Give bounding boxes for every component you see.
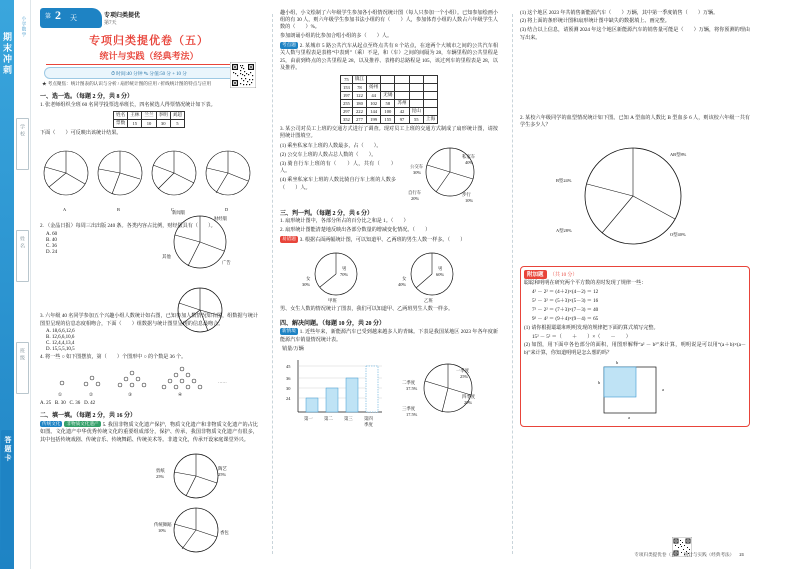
svg-text:25%: 25% bbox=[218, 472, 227, 477]
section-2-heading: 二、填一填。（每题 2 分，共 16 分） bbox=[40, 413, 137, 420]
badge-error-prone: 易错题 bbox=[282, 236, 296, 241]
svg-text:a: a bbox=[628, 415, 630, 421]
q4-dot-figure bbox=[40, 363, 258, 399]
cell: 199 bbox=[367, 115, 381, 123]
day-number: 2 bbox=[55, 8, 61, 22]
svg-text:广告: 广告 bbox=[222, 260, 231, 265]
svg-text:O型40%: O型40% bbox=[670, 231, 686, 237]
cell: 姓名 bbox=[113, 111, 127, 119]
cell: 122 bbox=[352, 91, 366, 99]
cell: 58 bbox=[381, 99, 395, 107]
svg-text:B型24%: B型24% bbox=[556, 177, 572, 183]
q2-option-a[interactable]: A. 60 bbox=[46, 232, 58, 238]
svg-text:40%: 40% bbox=[398, 282, 407, 288]
col2-q3-block bbox=[280, 142, 498, 204]
col2-top-text: 趣小组，小文绘制了六年级学生参加各小组情况统计图（每人只参加一个小组）。已知参加绘画小组的有 30 人，则六年级学生参加书法小组的有（ ）人，参加体育小组的人数占六年级学生人数的（ ）%。 bbox=[280, 9, 498, 31]
column-3 bbox=[520, 8, 750, 561]
spine-field-class: 班级 bbox=[19, 348, 24, 362]
svg-text:传统舞蹈: 传统舞蹈 bbox=[154, 522, 172, 527]
spine-answer-sheet-label: 答题卡 bbox=[4, 436, 12, 463]
cell: 李明 bbox=[156, 111, 170, 119]
cell: 255 bbox=[340, 99, 352, 107]
table-row bbox=[113, 119, 184, 127]
section-3-heading: 三、判一判。（每题 2 分，共 6 分） bbox=[280, 210, 374, 217]
svg-text:①: ① bbox=[58, 392, 62, 398]
table-row bbox=[113, 111, 184, 119]
qr-code-top[interactable] bbox=[230, 62, 256, 88]
cell: 197 bbox=[340, 91, 352, 99]
page-title: 专项归类提优卷（五） bbox=[89, 35, 209, 47]
svg-text:新闻版: 新闻版 bbox=[172, 210, 186, 215]
q1-b-text: 下面（ ）可反映出该统计结果。 bbox=[40, 129, 122, 136]
q4-1-charts bbox=[280, 354, 498, 430]
svg-text:AB型8%: AB型8% bbox=[670, 151, 687, 157]
table-row bbox=[340, 99, 437, 107]
spine-answer-sheet-tab bbox=[1, 430, 13, 550]
answer-space-1 bbox=[520, 44, 750, 114]
svg-text:第三: 第三 bbox=[344, 416, 353, 422]
svg-text:四季度: 四季度 bbox=[462, 394, 476, 400]
svg-text:D: D bbox=[225, 207, 229, 213]
column-divider-2 bbox=[512, 14, 513, 554]
table-row bbox=[340, 107, 437, 115]
quarterly-bar-chart bbox=[280, 354, 388, 428]
col2-q3-items bbox=[280, 142, 396, 194]
q4-options[interactable] bbox=[40, 401, 258, 406]
quarterly-pie-chart bbox=[398, 354, 498, 428]
column-divider-1 bbox=[272, 14, 273, 554]
q3-transport-pie bbox=[402, 138, 498, 206]
svg-text:②: ② bbox=[89, 392, 93, 398]
svg-text:a: a bbox=[662, 387, 664, 393]
svg-text:财经版: 财经版 bbox=[214, 216, 228, 221]
page-footer bbox=[634, 552, 744, 558]
cell: 镇江 bbox=[352, 75, 366, 83]
svg-text:30%: 30% bbox=[413, 169, 422, 175]
cell: 352 bbox=[340, 115, 352, 123]
cell: 277 bbox=[352, 115, 366, 123]
cell: 30 bbox=[156, 119, 170, 127]
q3-option-c[interactable]: C. 12,4,4,13,4 bbox=[46, 341, 75, 347]
bonus-question-box bbox=[520, 266, 750, 427]
svg-text:b: b bbox=[598, 380, 601, 386]
day-badge bbox=[40, 8, 102, 28]
cell: 144 bbox=[367, 107, 381, 115]
q1-table bbox=[113, 111, 185, 128]
cell: 上海 bbox=[423, 115, 437, 123]
svg-text:17.5%: 17.5% bbox=[406, 412, 418, 418]
bonus-line-4: 9² － 4² ＝ (9＋4)×(9－4) ＝ 65 bbox=[532, 315, 599, 322]
cell: 297 bbox=[340, 107, 352, 115]
col3-item-1: (1) 这个地区 2023 年共销售新能源汽车（ ）万辆，其中第一季度销售（ ）万辆。 bbox=[520, 9, 719, 16]
cell: 102 bbox=[367, 99, 381, 107]
svg-text:男: 男 bbox=[342, 266, 347, 272]
spine-subtitle: 小学数学 bbox=[22, 16, 27, 38]
footer-left: 专项归类提优卷（五） bbox=[634, 552, 681, 557]
cell: 刘超 bbox=[170, 111, 184, 119]
badge-intangible-heritage: 非物质文化遗产 bbox=[66, 420, 99, 426]
svg-text:20%: 20% bbox=[464, 400, 473, 406]
svg-text:剪纸: 剪纸 bbox=[156, 468, 165, 473]
day-pre: 第 bbox=[45, 14, 52, 20]
day-post: 天 bbox=[70, 14, 77, 22]
col2-q3-text: 3. 某公司对员工上班的交通方式进行了调查。现对员工上班的交通方式制成了扇形统计图，请按照统计图填空。 bbox=[280, 125, 498, 139]
cell: 票数 bbox=[113, 119, 127, 127]
page-number: 21 bbox=[739, 552, 744, 557]
q2-text: 2. （金晶日报）每周三出出版 240 条。各类内容占比例，财经版具有（ ）。 bbox=[40, 223, 216, 230]
svg-text:30%: 30% bbox=[302, 282, 311, 288]
cell: 97 bbox=[395, 115, 409, 123]
q3-option-d[interactable]: D. 15,5,5,10,5 bbox=[46, 347, 75, 353]
cell: 15 bbox=[128, 119, 142, 127]
judge-1: 1. 扇形统计图中，各部分所占的百分比之和是 1。（ ） bbox=[280, 218, 409, 225]
svg-text:第一: 第一 bbox=[304, 416, 313, 422]
q5-text bbox=[40, 421, 258, 444]
q3-option-b[interactable]: B. 12,6,6,10,6 bbox=[46, 335, 75, 341]
judge-3-note: 男、女生人数的情况统计了图表，我们可以知道甲、乙两班男生人数一样多。 bbox=[280, 306, 454, 313]
cell: 王林 bbox=[128, 111, 142, 119]
header-banner bbox=[40, 8, 258, 30]
footer-mid: 统计与实践（经典考法） bbox=[683, 552, 735, 557]
svg-text:第四: 第四 bbox=[364, 416, 373, 422]
svg-text:自行车: 自行车 bbox=[408, 189, 422, 195]
svg-text:10%: 10% bbox=[158, 528, 167, 533]
page-spine bbox=[0, 0, 31, 569]
svg-text:A: A bbox=[63, 207, 67, 213]
bonus-q2: (2) 如图，用下面中各色部分的面积，用图形解释“a² － b²”来计算，明明说是可以用“(a＋b)×(a－b)”来计算，你知道明明是怎么想的吗？ bbox=[524, 342, 746, 356]
col3-item-3: (3) 结合以上信息，请预测 2024 年这个地区新能源汽车的销售量可能是（ ）万辆，将你预测的理由写出来。 bbox=[520, 27, 750, 41]
q1-text: 1. 张老师组织全班 60 名同学投票选举班长，四名候选人得票情况统计如下表。 bbox=[40, 101, 216, 108]
bonus-q1: (1) 请你根据聪聪和明明发现的规律把下面的算式填写完整。 bbox=[524, 324, 659, 331]
title-rule bbox=[46, 64, 252, 65]
bonus-line-3: 7² － 2² ＝ (7＋3)×(7－3) ＝ 40 bbox=[532, 306, 599, 313]
svg-text:乙班: 乙班 bbox=[424, 298, 433, 304]
svg-text:步行: 步行 bbox=[462, 191, 471, 197]
cell: 苏州 bbox=[395, 99, 409, 107]
svg-text:甲班: 甲班 bbox=[328, 298, 337, 304]
q3-text: 3. 六年级 40 名同学参加五个兴趣小组人数统计如右图，已知参加人数情况如右图，组数据与统计图里呈现的信息态度相吻合，下面（ ）组数据与统计图里呈现的信息最吻合。 bbox=[40, 313, 258, 327]
distance-table bbox=[340, 75, 438, 124]
q3-item-2: (2) 公交车上班的人数占总人数的（ ）。 bbox=[280, 152, 377, 159]
svg-text:25%: 25% bbox=[460, 374, 469, 380]
bonus-square-figure bbox=[594, 359, 746, 421]
q3-option-a[interactable]: A. 18,6,6,12,6 bbox=[46, 329, 75, 335]
column-2 bbox=[280, 8, 498, 561]
judge-3-pies bbox=[280, 246, 498, 304]
judge-2: 2. 扇形统计图能清楚地反映出各部分数量的增减变化情况。（ ） bbox=[280, 227, 431, 234]
header-tag: 专项归类提优 bbox=[104, 13, 141, 19]
svg-text:其他: 其他 bbox=[162, 254, 171, 259]
q2-option-d[interactable]: D. 24 bbox=[46, 250, 58, 256]
svg-text:男: 男 bbox=[438, 266, 443, 272]
col2-q2-text bbox=[280, 42, 498, 73]
cell: 42 bbox=[395, 107, 409, 115]
bonus-line-1: 4² － 2² ＝ (4＋2)×(4－2) ＝ 12 bbox=[532, 289, 599, 296]
meta-bar: ⏱ 时间:40 分钟 ✎ 分值:50 分 + 10 分 bbox=[44, 67, 254, 79]
svg-text:10%: 10% bbox=[465, 197, 474, 203]
cell: 扬州 bbox=[367, 83, 381, 91]
svg-text:……: …… bbox=[218, 379, 227, 385]
cell: 75 bbox=[340, 75, 352, 83]
svg-text:三季度: 三季度 bbox=[402, 406, 416, 412]
badge-hot-topic: 考点题 bbox=[282, 42, 296, 47]
col2-top-text-2: 参加朗诵小组的比参加合唱小组的多（ ）人。 bbox=[280, 33, 393, 40]
svg-text:③: ③ bbox=[128, 392, 132, 398]
page-subtitle: 统计与实践（经典考法） bbox=[99, 51, 199, 61]
page-content bbox=[32, 0, 800, 569]
svg-text:香包: 香包 bbox=[220, 530, 229, 535]
bonus-line-2: 5² － 3² ＝ (5＋3)×(5－3) ＝ 16 bbox=[532, 298, 599, 304]
q4-option-c[interactable]: C. 36 bbox=[69, 401, 81, 407]
svg-text:B: B bbox=[117, 207, 120, 213]
bonus-q1-line: 15² － 5² ＝（ ＋ ）×（ － ） bbox=[532, 333, 631, 340]
svg-text:女: 女 bbox=[306, 276, 311, 282]
cell: 155 bbox=[381, 115, 395, 123]
badge-traditional-culture: 传统文化 bbox=[42, 420, 61, 426]
col3-q2-text: 2. 某校六年级同学的血型情况统计如下图。已知 A 型血的人数比 B 型血多 6 人，则该校六年级一共有学生多少人？ bbox=[520, 115, 750, 129]
q4-1-body: 1. 近些年来，新能源汽车已受到越来越多人的青睐。下表是我国某地区 2023 年各年度新能源汽车销量情况统计表。 bbox=[280, 329, 498, 343]
q3-pie-chart bbox=[150, 282, 250, 338]
svg-text:45: 45 bbox=[286, 364, 291, 370]
svg-text:公交车: 公交车 bbox=[410, 163, 424, 169]
judge-3 bbox=[280, 236, 498, 244]
cell: 10 bbox=[142, 119, 156, 127]
blood-type-pie-chart bbox=[520, 132, 750, 262]
cell: 78 bbox=[352, 83, 366, 91]
bonus-title: 附加题 bbox=[524, 270, 547, 279]
table-row bbox=[340, 91, 437, 99]
bar-chart-title: 销量/万辆 bbox=[282, 345, 304, 352]
svg-text:37.5%: 37.5% bbox=[406, 386, 418, 392]
q5-pie-charts bbox=[140, 450, 252, 560]
q4-1-text bbox=[280, 328, 498, 344]
q3-item-1: (1) 乘坐私家车上班的人数最多，占（ ）。 bbox=[280, 143, 382, 150]
svg-text:20%: 20% bbox=[411, 195, 420, 201]
judge-3-body: 3. 根据右面两幅统计图，可以知道甲、乙两班的男生人数一样多。（ ） bbox=[299, 237, 466, 243]
col2-q2-body: 2. 某城市 5 路公共汽车从起点至终点共有 8 个站点，在途两个大城市之间的公共汽车相关人数与里程表是表格“中表到”（乘）不是，和（车）之间的间隔为 28，车辆里程的公共里程是 25，由前到终点的公共里程是 28，以及推荐、表格的总路程是 105，该过列车的里程表是 28，以及推荐。 bbox=[280, 43, 498, 72]
svg-text:40%: 40% bbox=[465, 159, 474, 165]
q4-text: 4. 将一些 ○ 如下图摆放，第（ ）个图形中 ○ 的个数是 36 个。 bbox=[40, 353, 187, 360]
col3-item-2: (2) 将上面的条形统计图和扇形统计图中缺失的数据填上、画完整。 bbox=[520, 18, 670, 25]
spine-field-name: 姓名 bbox=[19, 236, 24, 250]
q2-pie-chart bbox=[148, 206, 252, 276]
q3-item-4: (4) 乘坐私家车上班的人数比骑自行车上班的人数多（ ）人。 bbox=[280, 177, 396, 191]
svg-text:二季度: 二季度 bbox=[402, 380, 416, 386]
svg-text:36: 36 bbox=[286, 376, 291, 382]
section-4-heading: 四、解决问题。（每题 10 分，共 20 分） bbox=[280, 320, 386, 327]
svg-text:私家车: 私家车 bbox=[462, 153, 476, 159]
table-row bbox=[340, 75, 437, 83]
q4-option-d[interactable]: D. 42 bbox=[84, 401, 96, 407]
column-1 bbox=[40, 8, 258, 561]
q5-body: 5. 我国非物质文化遗产保护，物质文化遗产和非物质文化遗产的占比如图。文化遗产中华优秀传统文化的重要组成部分，保护、传承，我国非物质文化遗产有很多，其中包括传统戏剧、传统音乐、传统舞蹈、传统美术等。非遗文化，传承开设家庭课堂外兴。 bbox=[40, 421, 258, 443]
q4-option-b[interactable]: B. 30 bbox=[54, 401, 66, 407]
q3-item-3: (3) 骑自行车上班的有（ ）人，共有（ ）人。 bbox=[280, 161, 396, 175]
header-day-sub: 第7天 bbox=[104, 21, 117, 26]
svg-text:25%: 25% bbox=[156, 474, 165, 479]
svg-text:④: ④ bbox=[178, 392, 182, 398]
cell: 55 bbox=[409, 115, 423, 123]
svg-text:30: 30 bbox=[286, 386, 291, 392]
exam-note: ★ 考点聚焦：统计图表的认识与分析 / 扇形统计图的应用 / 折线统计图的特点与应用 bbox=[42, 81, 212, 86]
svg-text:一季度: 一季度 bbox=[456, 368, 470, 374]
cell: 兰兰 bbox=[142, 111, 156, 119]
cell: 100 bbox=[381, 107, 395, 115]
spine-title: 期末冲刺 bbox=[2, 32, 12, 76]
svg-text:陶艺: 陶艺 bbox=[218, 466, 227, 471]
table-row bbox=[340, 83, 437, 91]
q4-option-a[interactable]: A. 25 bbox=[40, 401, 52, 407]
cell: 昆山 bbox=[409, 107, 423, 115]
cell: 180 bbox=[352, 99, 366, 107]
svg-text:24: 24 bbox=[286, 396, 291, 402]
cell: 222 bbox=[352, 107, 366, 115]
svg-text:60%: 60% bbox=[436, 272, 445, 278]
svg-text:b: b bbox=[616, 360, 619, 366]
cell: 153 bbox=[340, 83, 352, 91]
svg-text:A型28%: A型28% bbox=[556, 227, 572, 233]
svg-text:第二: 第二 bbox=[324, 416, 333, 422]
q2-option-c[interactable]: C. 36 bbox=[46, 244, 57, 250]
svg-text:70%: 70% bbox=[340, 272, 349, 278]
q2-option-b[interactable]: B. 40 bbox=[46, 238, 57, 244]
table-row bbox=[340, 115, 437, 123]
cell: 5 bbox=[170, 119, 184, 127]
svg-text:季度: 季度 bbox=[364, 422, 373, 428]
section-1-heading: 一、选一选。（每题 2 分，共 8 分） bbox=[40, 94, 134, 100]
bonus-header bbox=[524, 270, 746, 279]
svg-text:C: C bbox=[171, 207, 174, 213]
bonus-subtitle: （共 10 分） bbox=[549, 273, 578, 279]
badge-new-context: 新情境 bbox=[282, 328, 296, 334]
cell: 无锡 bbox=[381, 91, 395, 99]
svg-text:女: 女 bbox=[402, 276, 407, 282]
cell: 44 bbox=[367, 91, 381, 99]
bonus-intro: 聪聪和明明在研究两个平方数的差时发现了规律一些： bbox=[524, 280, 647, 287]
spine-field-school: 学校 bbox=[19, 124, 24, 138]
